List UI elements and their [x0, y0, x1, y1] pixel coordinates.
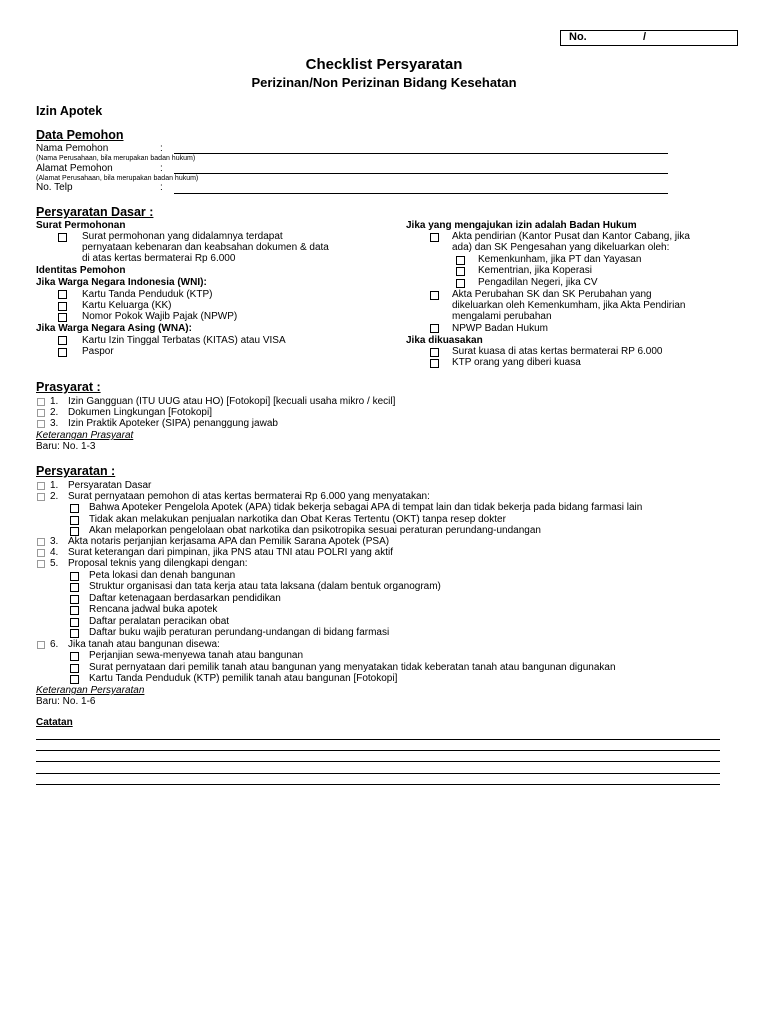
catatan-line-5[interactable] [36, 784, 720, 785]
prasyarat-3-num: 3. [50, 418, 59, 429]
persyaratan-4-text: Surat keterangan dari pimpinan, jika PNS atau TNI atau POLRI yang aktif [68, 547, 393, 558]
dikuasakan-heading: Jika dikuasakan [406, 335, 483, 346]
persyaratan-2-sub-1: Bahwa Apoteker Pengelola Apotek (APA) tidak bekerja sebagai APA di tempat lain dan tidak bekerja pada bidang farmasi lain [89, 502, 643, 513]
permit-type: Izin Apotek [36, 104, 103, 118]
persyaratan-5-num: 5. [50, 558, 59, 569]
persyaratan-4-num: 4. [50, 547, 59, 558]
catatan-line-3[interactable] [36, 761, 720, 762]
kuasa-item-ktp: KTP orang yang diberi kuasa [452, 357, 581, 368]
keterangan-persyaratan-label: Keterangan Persyaratan [36, 685, 145, 696]
persyaratan-6-sub-1: Perjanjian sewa-menyewa tanah atau bangunan [89, 650, 304, 661]
checkbox-surat-permohonan[interactable] [58, 233, 67, 242]
prasyarat-2-num: 2. [50, 407, 59, 418]
persyaratan-6-text: Jika tanah atau bangunan disewa: [68, 639, 220, 650]
checkbox-wna-paspor[interactable] [58, 348, 67, 357]
document-number-slash: / [643, 31, 647, 43]
persyaratan-5-sub-2: Struktur organisasi dan tata kerja atau tata laksana (dalam bentuk organogram) [89, 581, 441, 592]
surat-permohonan-heading: Surat Permohonan [36, 220, 126, 231]
checkbox-akta-perubahan[interactable] [430, 291, 439, 300]
keterangan-prasyarat-value: Baru: No. 1-3 [36, 441, 96, 452]
wni-item-kk: Kartu Keluarga (KK) [82, 300, 172, 311]
wni-item-npwp: Nomor Pokok Wajib Pajak (NPWP) [82, 311, 238, 322]
telp-label: No. Telp [36, 182, 73, 193]
checkbox-persyaratan-3[interactable] [37, 538, 45, 546]
document-number-label: No. [569, 31, 587, 43]
persyaratan-2-num: 2. [50, 491, 59, 502]
checkbox-wni-ktp[interactable] [58, 290, 67, 299]
checkbox-persyaratan-5[interactable] [37, 560, 45, 568]
checkbox-persyaratan-6[interactable] [37, 641, 45, 649]
surat-permohonan-line-3: di atas kertas bermaterai Rp 6.000 [82, 253, 236, 264]
persyaratan-5-sub-5: Daftar peralatan peracikan obat [89, 616, 230, 627]
persyaratan-2-text: Surat pernyataan pemohon di atas kertas bermaterai Rp 6.000 yang menyatakan: [68, 491, 430, 502]
checkbox-persyaratan-5c[interactable] [70, 595, 79, 604]
nama-pemohon-note: (Nama Perusahaan, bila merupakan badan hukum) [36, 155, 196, 162]
prasyarat-1-num: 1. [50, 396, 59, 407]
checkbox-persyaratan-5e[interactable] [70, 618, 79, 627]
kuasa-item-surat: Surat kuasa di atas kertas bermaterai RP 6.000 [452, 346, 663, 357]
persyaratan-2-sub-3: Akan melaporkan pengelolaan obat narkotika dan psikotropika sesuai peraturan perundang-undangan [89, 525, 541, 536]
persyaratan-3-text: Akta notaris perjanjian kerjasama APA dan Pemilik Sarana Apotek (PSA) [68, 536, 390, 547]
persyaratan-heading: Persyaratan : [36, 464, 116, 478]
alamat-pemohon-note: (Alamat Perusahaan, bila merupakan badan hukum) [36, 175, 199, 182]
catatan-heading: Catatan [36, 717, 73, 728]
nama-pemohon-label: Nama Pemohon [36, 143, 109, 154]
prasyarat-3-text: Izin Praktik Apoteker (SIPA) penanggung jawab [68, 418, 278, 429]
persyaratan-2-sub-2: Tidak akan melakukan penjualan narkotika dan Obat Keras Tertentu (OKT) tanpa resep dokter [89, 514, 506, 525]
persyaratan-6-num: 6. [50, 639, 59, 650]
checkbox-persyaratan-1[interactable] [37, 482, 45, 490]
identitas-pemohon-heading: Identitas Pemohon [36, 265, 126, 276]
prasyarat-1-text: Izin Gangguan (ITU UUG atau HO) [Fotokopi] [kecuali usaha mikro / kecil] [68, 396, 396, 407]
checkbox-persyaratan-5b[interactable] [70, 583, 79, 592]
checkbox-ktp-kuasa[interactable] [430, 359, 439, 368]
checkbox-persyaratan-4[interactable] [37, 549, 45, 557]
checkbox-akta-pendirian[interactable] [430, 233, 439, 242]
npwp-badan-hukum: NPWP Badan Hukum [452, 323, 548, 334]
persyaratan-5-sub-3: Daftar ketenagaan berdasarkan pendidikan [89, 593, 281, 604]
akta-pendirian-line-2: ada) dan SK Pengesahan yang dikeluarkan oleh: [452, 242, 670, 253]
akta-perubahan-line-2: dikeluarkan oleh Kemenkumham, jika Akta Pendirian [452, 300, 686, 311]
persyaratan-dasar-heading: Persyaratan Dasar : [36, 205, 154, 219]
surat-permohonan-line-1: Surat permohonan yang didalamnya terdapat [82, 231, 283, 242]
persyaratan-5-sub-1: Peta lokasi dan denah bangunan [89, 570, 236, 581]
akta-pendirian-line-1: Akta pendirian (Kantor Pusat dan Kantor Cabang, jika [452, 231, 690, 242]
checkbox-persyaratan-6a[interactable] [70, 652, 79, 661]
checkbox-persyaratan-2c[interactable] [70, 527, 79, 536]
wna-item-kitas: Kartu Izin Tinggal Terbatas (KITAS) atau VISA [82, 335, 286, 346]
alamat-pemohon-colon: : [160, 163, 163, 174]
telp-field[interactable] [174, 193, 668, 194]
persyaratan-1-text: Persyaratan Dasar [68, 480, 152, 491]
akta-sub-kemenkumham: Kemenkunham, jika PT dan Yayasan [478, 254, 642, 265]
data-pemohon-heading: Data Pemohon [36, 128, 124, 142]
persyaratan-6-sub-2: Surat pernyataan dari pemilik tanah atau bangunan yang menyatakan tidak keberatan tanah atau bangunan digunakan [89, 662, 616, 673]
keterangan-persyaratan-value: Baru: No. 1-6 [36, 696, 96, 707]
telp-colon: : [160, 182, 163, 193]
page-title: Checklist Persyaratan [305, 56, 463, 73]
catatan-line-4[interactable] [36, 773, 720, 774]
checkbox-prasyarat-3[interactable] [37, 420, 45, 428]
wni-item-ktp: Kartu Tanda Penduduk (KTP) [82, 289, 213, 300]
checkbox-wni-kk[interactable] [58, 302, 67, 311]
checkbox-persyaratan-5d[interactable] [70, 606, 79, 615]
persyaratan-3-num: 3. [50, 536, 59, 547]
checkbox-prasyarat-1[interactable] [37, 398, 45, 406]
akta-sub-pengadilan: Pengadilan Negeri, jika CV [478, 277, 598, 288]
prasyarat-heading: Prasyarat : [36, 380, 101, 394]
checkbox-persyaratan-2[interactable] [37, 493, 45, 501]
checkbox-kementrian[interactable] [456, 267, 465, 276]
prasyarat-2-text: Dokumen Lingkungan [Fotokopi] [68, 407, 212, 418]
akta-perubahan-line-3: mengalami perubahan [452, 311, 552, 322]
checkbox-persyaratan-2b[interactable] [70, 516, 79, 525]
checkbox-persyaratan-5f[interactable] [70, 629, 79, 638]
checkbox-wni-npwp[interactable] [58, 313, 67, 322]
checkbox-pengadilan[interactable] [456, 279, 465, 288]
surat-permohonan-line-2: pernyataan kebenaran dan keabsahan dokumen & data [82, 242, 329, 253]
alamat-pemohon-label: Alamat Pemohon [36, 163, 113, 174]
persyaratan-1-num: 1. [50, 480, 59, 491]
checkbox-persyaratan-6c[interactable] [70, 675, 79, 684]
checkbox-persyaratan-6b[interactable] [70, 664, 79, 673]
persyaratan-5-text: Proposal teknis yang dilengkapi dengan: [68, 558, 248, 569]
checkbox-prasyarat-2[interactable] [37, 409, 45, 417]
akta-perubahan-line-1: Akta Perubahan SK dan SK Perubahan yang [452, 289, 652, 300]
nama-pemohon-field[interactable] [174, 153, 668, 154]
checkbox-wna-kitas[interactable] [58, 336, 67, 345]
persyaratan-5-sub-6: Daftar buku wajib peraturan perundang-undangan di bidang farmasi [89, 627, 390, 638]
checkbox-persyaratan-2a[interactable] [70, 504, 79, 513]
wni-heading: Jika Warga Negara Indonesia (WNI): [36, 277, 207, 288]
wna-item-paspor: Paspor [82, 346, 114, 357]
badan-hukum-heading: Jika yang mengajukan izin adalah Badan Hukum [406, 220, 637, 231]
nama-pemohon-colon: : [160, 143, 163, 154]
keterangan-prasyarat-label: Keterangan Prasyarat [36, 430, 134, 441]
page-subtitle: Perizinan/Non Perizinan Bidang Kesehatan [251, 75, 517, 90]
alamat-pemohon-field[interactable] [174, 173, 668, 174]
catatan-line-1[interactable] [36, 739, 720, 740]
checkbox-surat-kuasa[interactable] [430, 348, 439, 357]
persyaratan-5-sub-4: Rencana jadwal buka apotek [89, 604, 218, 615]
checkbox-kemenkumham[interactable] [456, 256, 465, 265]
wna-heading: Jika Warga Negara Asing (WNA): [36, 323, 192, 334]
catatan-line-2[interactable] [36, 750, 720, 751]
checkbox-npwp-badan[interactable] [430, 324, 439, 333]
checkbox-persyaratan-5a[interactable] [70, 572, 79, 581]
document-number-box [560, 30, 738, 46]
akta-sub-kementrian: Kementrian, jika Koperasi [478, 265, 592, 276]
persyaratan-6-sub-3: Kartu Tanda Penduduk (KTP) pemilik tanah atau bangunan [Fotokopi] [89, 673, 398, 684]
